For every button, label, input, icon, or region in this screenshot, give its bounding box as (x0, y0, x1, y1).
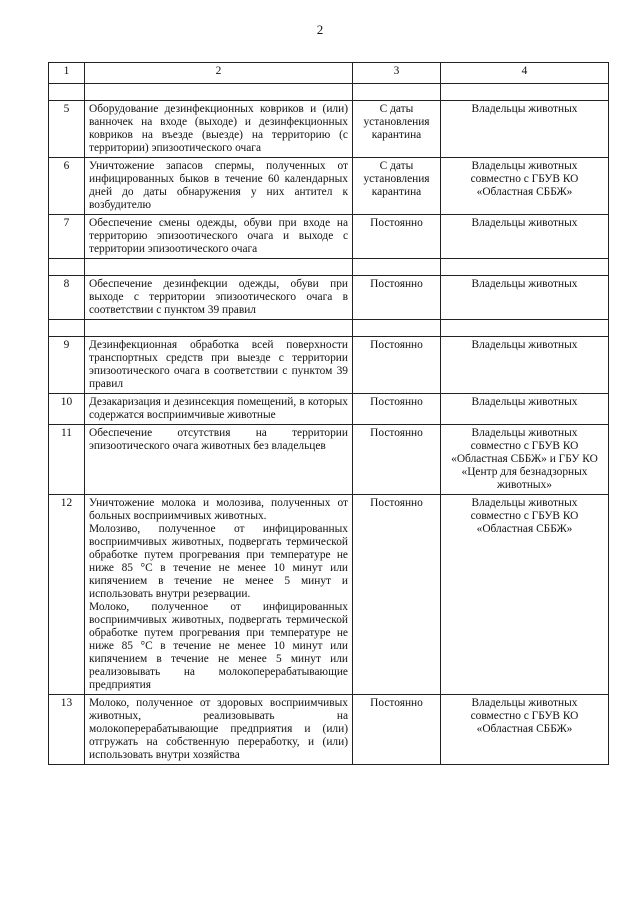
row-measure: Дезакаризация и дезинсекция помещений, в которых содержатся восприимчивые животные (85, 394, 353, 425)
row-executor: Владельцы животных совместно с ГБУВ КО «Областная СББЖ» (441, 158, 609, 215)
table-row (49, 158, 609, 215)
table-header-row (49, 63, 609, 84)
table-row (49, 337, 609, 394)
row-number: 6 (49, 158, 85, 215)
row-executor: Владельцы животных (441, 337, 609, 394)
row-executor: Владельцы животных совместно с ГБУВ КО «Областная СББЖ» (441, 695, 609, 765)
row-measure: Дезинфекционная обработка всей поверхности транспортных средств при выезде с территории эпизоотического очага в соответствии с пунктом 39 правил (85, 337, 353, 394)
row-period: С даты установления карантина (353, 158, 441, 215)
row-number: 11 (49, 425, 85, 495)
table-row (49, 394, 609, 425)
row-executor: Владельцы животных (441, 276, 609, 320)
row-measure: Оборудование дезинфекционных ковриков и (или) ванночек на входе (выходе) и дезинфекционных ковриков на въезде (выезде) на территорию (с территории) эпизоотического очага (85, 101, 353, 158)
header-col-3: 3 (353, 63, 441, 84)
row-measure: Уничтожение запасов спермы, полученных от инфицированных быков в течение 60 календарных дней до даты обнаружения у них антител к возбудителю (85, 158, 353, 215)
row-period: Постоянно (353, 215, 441, 259)
table-row (49, 495, 609, 695)
table-spacer (49, 320, 609, 337)
header-col-4: 4 (441, 63, 609, 84)
row-period: Постоянно (353, 337, 441, 394)
table-spacer (49, 84, 609, 101)
row-measure: Обеспечение смены одежды, обуви при входе на территорию эпизоотического очага и выходе с территории эпизоотического очага (85, 215, 353, 259)
row-number: 12 (49, 495, 85, 695)
row-executor: Владельцы животных (441, 215, 609, 259)
row-period: Постоянно (353, 695, 441, 765)
table-spacer (49, 259, 609, 276)
row-number: 10 (49, 394, 85, 425)
table-row (49, 101, 609, 158)
row-measure: Молоко, полученное от здоровых восприимчивых животных, реализовывать на молокоперерабатывающие предприятия и (или) отгружать на собственную переработку, и (или) использовать внутри хозяйства (85, 695, 353, 765)
row-measure: Уничтожение молока и молозива, полученных от больных восприимчивых животных. Молозиво, полученное от инфицированных восприимчивых животных, подвергать термической обработке путем прогревания при температуре не ниже 85 °С в течение не менее 10 минут или кипячением в течение не менее 5 минут и использовать внутри резервации. Молоко, полученное от инфицированных восприимчивых животных, подвергать термической обработке путем прогревания при температуре не ниже 85 °С в течение не менее 10 минут или кипячением в течение не менее 5 минут или реализовывать на молокоперерабатывающие предприятия (85, 495, 353, 695)
row-number: 13 (49, 695, 85, 765)
row-number: 8 (49, 276, 85, 320)
row-number: 5 (49, 101, 85, 158)
row-executor: Владельцы животных (441, 394, 609, 425)
row-number: 7 (49, 215, 85, 259)
header-col-1: 1 (49, 63, 85, 84)
row-period: Постоянно (353, 394, 441, 425)
row-executor: Владельцы животных совместно с ГБУВ КО «Областная СББЖ» (441, 495, 609, 695)
table-row (49, 276, 609, 320)
header-col-2: 2 (85, 63, 353, 84)
row-period: Постоянно (353, 495, 441, 695)
page-number: 2 (316, 22, 324, 37)
row-period: С даты установления карантина (353, 101, 441, 158)
row-period: Постоянно (353, 425, 441, 495)
row-period: Постоянно (353, 276, 441, 320)
row-measure: Обеспечение дезинфекции одежды, обуви при выходе с территории эпизоотического очага в соответствии с пунктом 39 правил (85, 276, 353, 320)
table-row (49, 215, 609, 259)
row-executor: Владельцы животных совместно с ГБУВ КО «Областная СББЖ» и ГБУ КО «Центр для безнадзорных животных» (441, 425, 609, 495)
table-row (49, 425, 609, 495)
row-executor: Владельцы животных (441, 101, 609, 158)
row-number: 9 (49, 337, 85, 394)
row-measure: Обеспечение отсутствия на территории эпизоотического очага животных без владельцев (85, 425, 353, 495)
measures-table (48, 62, 609, 765)
table-row (49, 695, 609, 765)
